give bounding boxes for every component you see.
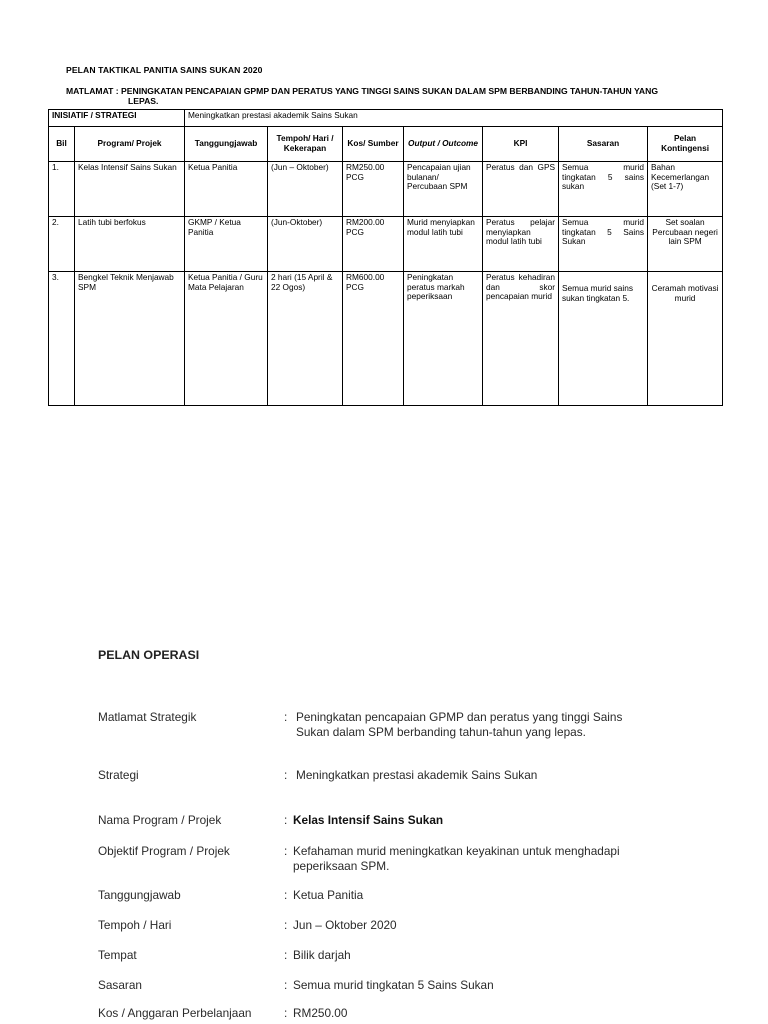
ops-label: Tempoh / Hari [98, 918, 172, 932]
header-outcome: Output / Outcome [404, 127, 483, 162]
cell-kpi: Peratus kehadiran dan skor pencapaian murid [483, 272, 559, 406]
cell-pelan: Ceramah motivasi murid [648, 272, 723, 406]
table-row [49, 272, 723, 406]
strategy-label: INISIATIF / STRATEGI [49, 110, 185, 127]
ops-value: Meningkatkan prestasi akademik Sains Sukan [296, 768, 538, 782]
ops-colon: : [284, 948, 288, 962]
header-sasaran: Sasaran [559, 127, 648, 162]
cell-tanggungjawab: Ketua Panitia [185, 162, 268, 217]
ops-value: Bilik darjah [293, 948, 351, 962]
cell-sasaran: Semua murid tingkatan 5 sains sukan [559, 162, 648, 217]
header-bil: Bil [49, 127, 75, 162]
table-header-row [49, 127, 723, 162]
header-tempoh: Tempoh/ Hari / Kekerapan [268, 127, 343, 162]
header-kos: Kos/ Sumber [343, 127, 404, 162]
ops-label: Matlamat Strategik [98, 710, 197, 724]
cell-kos: RM600.00 PCG [343, 272, 404, 406]
cell-outcome: Peningkatan peratus markah peperiksaan [404, 272, 483, 406]
goal-line-2: LEPAS. [128, 96, 159, 106]
table-row [49, 162, 723, 217]
cell-outcome: Murid menyiapkan modul latih tubi [404, 217, 483, 272]
strategy-value: Meningkatkan prestasi akademik Sains Sukan [185, 110, 723, 127]
ops-colon: : [284, 918, 288, 932]
ops-label: Kos / Anggaran Perbelanjaan [98, 1006, 252, 1020]
cell-tempoh: 2 hari (15 April & 22 Ogos) [268, 272, 343, 406]
cell-outcome: Pencapaian ujian bulanan/ Percubaan SPM [404, 162, 483, 217]
cell-kpi: Peratus pelajar menyiapkan modul latih tubi [483, 217, 559, 272]
header-tanggungjawab: Tanggungjawab [185, 127, 268, 162]
ops-value: Kelas Intensif Sains Sukan [293, 813, 444, 827]
cell-sasaran: Semua murid tingkatan 5 Sains Sukan [559, 217, 648, 272]
cell-kpi: Peratus dan GPS [483, 162, 559, 217]
ops-label: Nama Program / Projek [98, 813, 222, 827]
header-program: Program/ Projek [75, 127, 185, 162]
ops-value: Semua murid tingkatan 5 Sains Sukan [293, 978, 494, 992]
cell-pelan: Bahan Kecemerlangan (Set 1-7) [648, 162, 723, 217]
cell-program: Bengkel Teknik Menjawab SPM [75, 272, 185, 406]
cell-tanggungjawab: GKMP / Ketua Panitia [185, 217, 268, 272]
cell-tempoh: (Jun-Oktober) [268, 217, 343, 272]
cell-kos: RM200.00 PCG [343, 217, 404, 272]
cell-tanggungjawab: Ketua Panitia / Guru Mata Pelajaran [185, 272, 268, 406]
tactical-plan-table [48, 109, 723, 406]
ops-label: Objektif Program / Projek [98, 844, 230, 858]
ops-value: Ketua Panitia [293, 888, 364, 902]
goal-statement [66, 86, 716, 106]
ops-label: Tanggungjawab [98, 888, 181, 902]
ops-colon: : [284, 888, 288, 902]
ops-label: Strategi [98, 768, 139, 782]
goal-line-1: MATLAMAT : PENINGKATAN PENCAPAIAN GPMP DAN PERATUS YANG TINGGI SAINS SUKAN DALAM SPM BERBANDING TAHUN-TAHUN YANG [66, 86, 659, 96]
cell-tempoh: (Jun – Oktober) [268, 162, 343, 217]
table-row [49, 217, 723, 272]
operations-title: PELAN OPERASI [98, 648, 200, 662]
ops-colon: : [284, 813, 288, 827]
ops-value: Jun – Oktober 2020 [293, 918, 397, 932]
strategy-row [49, 110, 723, 127]
header-kpi: KPI [483, 127, 559, 162]
cell-program: Kelas Intensif Sains Sukan [75, 162, 185, 217]
ops-colon: : [284, 768, 288, 782]
cell-pelan: Set soalan Percubaan negeri lain SPM [648, 217, 723, 272]
cell-bil: 2. [49, 217, 75, 272]
ops-value: Kefahaman murid meningkatkan keyakinan untuk menghadapi peperiksaan SPM. [293, 844, 620, 873]
header-pelan: Pelan Kontingensi [648, 127, 723, 162]
ops-colon: : [284, 710, 288, 724]
ops-colon: : [284, 978, 288, 992]
ops-label: Tempat [98, 948, 137, 962]
ops-colon: : [284, 844, 288, 858]
cell-bil: 3. [49, 272, 75, 406]
ops-value: RM250.00 [293, 1006, 348, 1020]
cell-program: Latih tubi berfokus [75, 217, 185, 272]
ops-label: Sasaran [98, 978, 142, 992]
cell-sasaran: Semua murid sains sukan tingkatan 5. [559, 272, 648, 406]
ops-value: Peningkatan pencapaian GPMP dan peratus yang tinggi Sains Sukan dalam SPM berbanding tahun-tahun yang lepas. [296, 710, 623, 739]
cell-kos: RM250.00 PCG [343, 162, 404, 217]
cell-bil: 1. [49, 162, 75, 217]
document-title: PELAN TAKTIKAL PANITIA SAINS SUKAN 2020 [66, 65, 263, 75]
ops-colon: : [284, 1006, 288, 1020]
